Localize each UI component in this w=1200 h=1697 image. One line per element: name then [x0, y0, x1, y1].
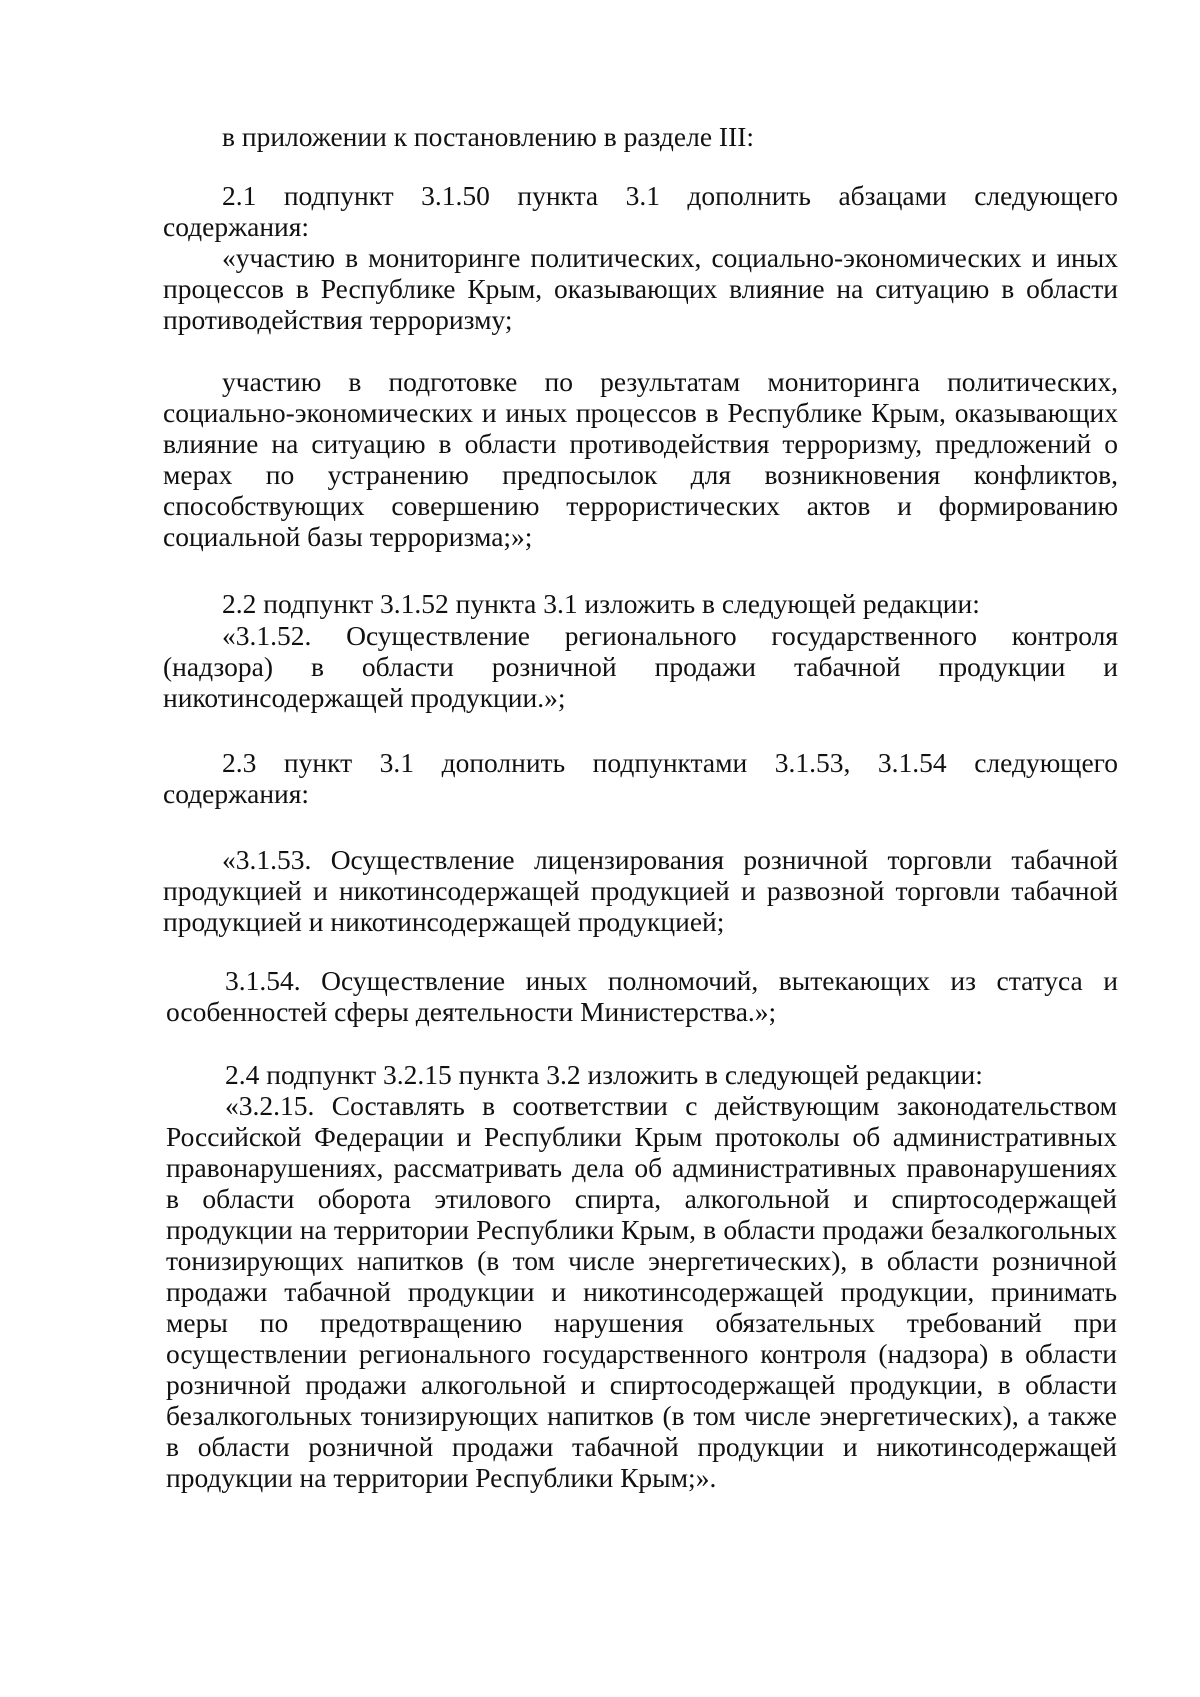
paragraph-intro: в приложении к постановлению в разделе III:: [222, 121, 755, 152]
paragraph-2-4: 2.4 подпункт 3.2.15 пункта 3.2 изложить в следующей редакции:: [225, 1059, 983, 1090]
paragraph-2-3: 2.3 пункт 3.1 дополнить подпунктами 3.1.53, 3.1.54 следующего содержания:: [163, 747, 1118, 809]
paragraph-2-1: 2.1 подпункт 3.1.50 пункта 3.1 дополнить абзацами следующего содержания:: [163, 180, 1118, 242]
paragraph-3-1-53: «3.1.53. Осуществление лицензирования розничной торговли табачной продукцией и никотинсодержащей продукцией и развозной торговли табачной продукцией и никотинсодержащей продукцией;: [163, 844, 1118, 937]
paragraph-2-1-quote-2: участию в подготовке по результатам мониторинга политических, социально-экономических и иных процессов в Республике Крым, оказывающих влияние на ситуацию в области противодействия терроризму, предложений о мерах по устранению предпосылок для возникновения конфликтов, способствующих совершению террористических актов и формированию социальной базы терроризма;»;: [163, 366, 1118, 552]
paragraph-2-2-quote: «3.1.52. Осуществление регионального государственного контроля (надзора) в области розничной продажи табачной продукции и никотинсодержащей продукции.»;: [163, 620, 1118, 713]
paragraph-3-2-15: «3.2.15. Составлять в соответствии с действующим законодательством Российской Федерации и Республики Крым протоколы об административных правонарушениях, рассматривать дела об административных правонарушениях в области оборота этилового спирта, алкогольной и спиртосодержащей продукции на территории Республики Крым, в области продажи безалкогольных тонизирующих напитков (в том числе энергетических), в области розничной продажи табачной продукции и никотинсодержащей продукции, принимать меры по предотвращению нарушения обязательных требований при осуществлении регионального государственного контроля (надзора) в области розничной продажи алкогольной и спиртосодержащей продукции, в области безалкогольных тонизирующих напитков (в том числе энергетических), а также в области розничной продажи табачной продукции и никотинсодержащей продукции на территории Республики Крым;».: [166, 1090, 1117, 1493]
paragraph-3-1-54: 3.1.54. Осуществление иных полномочий, вытекающих из статуса и особенностей сферы деятельности Министерства.»;: [166, 965, 1118, 1027]
paragraph-2-2: 2.2 подпункт 3.1.52 пункта 3.1 изложить в следующей редакции:: [222, 588, 980, 619]
paragraph-2-1-quote-1: «участию в мониторинге политических, социально-экономических и иных процессов в Республике Крым, оказывающих влияние на ситуацию в области противодействия терроризму;: [163, 242, 1118, 335]
